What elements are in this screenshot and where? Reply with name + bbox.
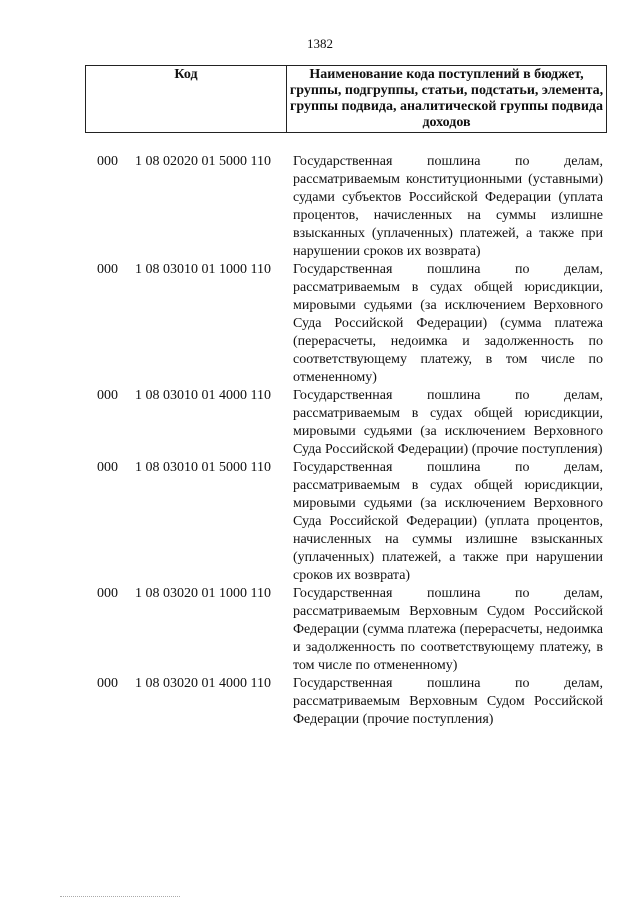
revenue-code: 1 08 03010 01 4000 110 [135, 388, 271, 403]
table-row [0, 459, 640, 585]
admin-code: 000 [97, 262, 118, 277]
revenue-description: Государственная пошлина по делам, рассматриваемым в судах общей юрисдикции, мировыми судьями (за исключением Верховного Суда Российской Федерации) (уплата процентов, начисленных на суммы излишне взысканных (уплаченных) платежей, а также при нарушении сроков их возврата) [293, 460, 603, 583]
page-number: 1382 [307, 36, 333, 51]
revenue-description: Государственная пошлина по делам, рассматриваемым в судах общей юрисдикции, мировыми судьями (за исключением Верховного Суда Российской Федерации) (прочие поступления) [293, 388, 603, 457]
admin-code: 000 [97, 460, 118, 475]
table-row [0, 585, 640, 675]
table-row [0, 153, 640, 261]
table-row [0, 675, 640, 729]
revenue-code: 1 08 03010 01 5000 110 [135, 460, 271, 475]
header-name: Наименование кода поступлений в бюджет, группы, подгруппы, статьи, подстатьи, элемента, группы подвида, аналитической группы подвида доходов [289, 67, 604, 130]
revenue-code: 1 08 03010 01 1000 110 [135, 262, 271, 277]
entries-list [0, 153, 640, 729]
table-row [0, 387, 640, 459]
revenue-code: 1 08 02020 01 5000 110 [135, 154, 271, 169]
revenue-description: Государственная пошлина по делам, рассматриваемым Верховным Судом Российской Федерации (сумма платежа (перерасчеты, недоимка и задолженность по соответствующему платежу, в том числе по отмененному) [293, 586, 603, 673]
admin-code: 000 [97, 154, 118, 169]
revenue-description: Государственная пошлина по делам, рассматриваемым конституционными (уставными) судами субъектов Российской Федерации (уплата процентов, начисленных на суммы излишне взысканных (уплаченных) платежей, а также при нарушении сроков их возврата) [293, 154, 603, 259]
header-code: Код [86, 66, 287, 132]
table-row [0, 261, 640, 387]
revenue-description: Государственная пошлина по делам, рассматриваемым в судах общей юрисдикции, мировыми судьями (за исключением Верховного Суда Российской Федерации) (сумма платежа (перерасчеты, недоимка и задолженность по соответствующему платежу, в том числе по отмененному) [293, 262, 603, 385]
scan-artifact [60, 896, 180, 899]
revenue-code: 1 08 03020 01 1000 110 [135, 586, 271, 601]
admin-code: 000 [97, 676, 118, 691]
admin-code: 000 [97, 586, 118, 601]
table-header [85, 65, 607, 133]
admin-code: 000 [97, 388, 118, 403]
revenue-description: Государственная пошлина по делам, рассматриваемым Верховным Судом Российской Федерации (прочие поступления) [293, 676, 603, 727]
revenue-code: 1 08 03020 01 4000 110 [135, 676, 271, 691]
